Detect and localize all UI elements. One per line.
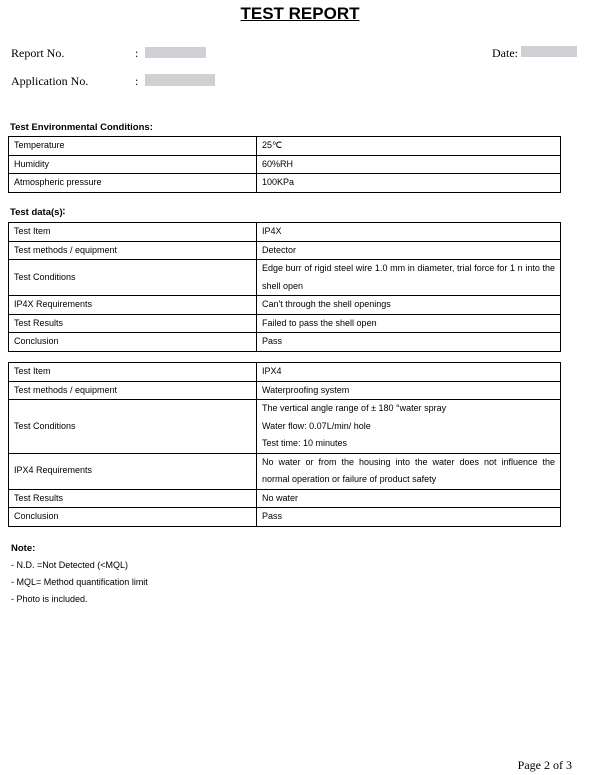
ip4x-results-label: Test Results <box>9 314 257 333</box>
ipx4-methods-value: Waterproofing system <box>257 381 561 400</box>
table-row <box>9 508 561 527</box>
table-row <box>9 333 561 352</box>
ip4x-results-value: Failed to pass the shell open <box>257 314 561 333</box>
ipx4-conditions-line: Test time: 10 minutes <box>262 438 348 448</box>
test-data-heading: Test data(s)∶ <box>10 207 66 218</box>
ip4x-test-item-label: Test Item <box>9 223 257 242</box>
temperature-label: Temperature <box>9 137 257 156</box>
application-no-redacted-value <box>145 74 215 86</box>
application-no-colon: : <box>135 74 139 88</box>
environment-table <box>8 136 561 193</box>
ip4x-conditions-value: Edge burr of rigid steel wire 1.0 mm in diameter, trial force for 1 n into the shell open <box>257 260 561 296</box>
humidity-value: 60%RH <box>257 155 561 174</box>
note-item: - MQL= Method quantification limit <box>11 577 148 587</box>
environment-heading: Test Environmental Conditions: <box>10 122 153 133</box>
notes-heading: Note: <box>11 543 36 554</box>
ip4x-conclusion-label: Conclusion <box>9 333 257 352</box>
report-no-label: Report No. <box>11 46 65 60</box>
table-row <box>9 241 561 260</box>
ip4x-test-item-value: IP4X <box>257 223 561 242</box>
ipx4-requirements-value: No water or from the housing into the water does not influence the normal operation or failure of product safety <box>257 453 561 489</box>
table-row <box>9 174 561 193</box>
date-label: Date: <box>492 46 518 60</box>
humidity-label: Humidity <box>9 155 257 174</box>
ip4x-table <box>8 222 561 352</box>
ipx4-test-item-value: IPX4 <box>257 363 561 382</box>
ipx4-requirements-label: IPX4 Requirements <box>9 453 257 489</box>
table-row <box>9 400 561 454</box>
table-row <box>9 260 561 296</box>
table-row <box>9 223 561 242</box>
ipx4-results-label: Test Results <box>9 489 257 508</box>
pressure-value: 100KPa <box>257 174 561 193</box>
report-no-colon: : <box>135 46 139 60</box>
ipx4-conditions-line: The vertical angle range of ± 180 °water spray <box>262 403 447 413</box>
ip4x-requirements-value: Can't through the shell openings <box>257 296 561 315</box>
ipx4-conclusion-value: Pass <box>257 508 561 527</box>
pressure-label: Atmospheric pressure <box>9 174 257 193</box>
table-row <box>9 489 561 508</box>
ipx4-results-value: No water <box>257 489 561 508</box>
table-row <box>9 314 561 333</box>
ipx4-conditions-line: Water flow: 0.07L/min/ hole <box>262 420 371 431</box>
report-no-redacted-value <box>145 47 206 58</box>
table-row <box>9 137 561 156</box>
ipx4-table <box>8 362 561 527</box>
table-row <box>9 296 561 315</box>
temperature-value: 25℃ <box>257 137 561 156</box>
note-item: - N.D. =Not Detected (<MQL) <box>11 560 129 570</box>
ip4x-conclusion-value: Pass <box>257 333 561 352</box>
date-redacted-value <box>521 46 577 57</box>
page-number: Page 2 of 3 <box>517 758 572 772</box>
ip4x-conditions-label: Test Conditions <box>9 260 257 296</box>
ipx4-conditions-value <box>257 400 561 454</box>
table-row <box>9 381 561 400</box>
ip4x-methods-value: Detector <box>257 241 561 260</box>
application-no-label: Application No. <box>11 74 89 88</box>
ip4x-methods-label: Test methods / equipment <box>9 241 257 260</box>
ipx4-conditions-label: Test Conditions <box>9 400 257 454</box>
ipx4-conclusion-label: Conclusion <box>9 508 257 527</box>
table-row <box>9 363 561 382</box>
report-title: TEST REPORT <box>240 4 360 23</box>
table-row <box>9 155 561 174</box>
ipx4-methods-label: Test methods / equipment <box>9 381 257 400</box>
table-row <box>9 453 561 489</box>
ip4x-requirements-label: IP4X Requirements <box>9 296 257 315</box>
note-item: - Photo is included. <box>11 594 88 604</box>
notes-section <box>11 540 148 608</box>
ipx4-test-item-label: Test Item <box>9 363 257 382</box>
